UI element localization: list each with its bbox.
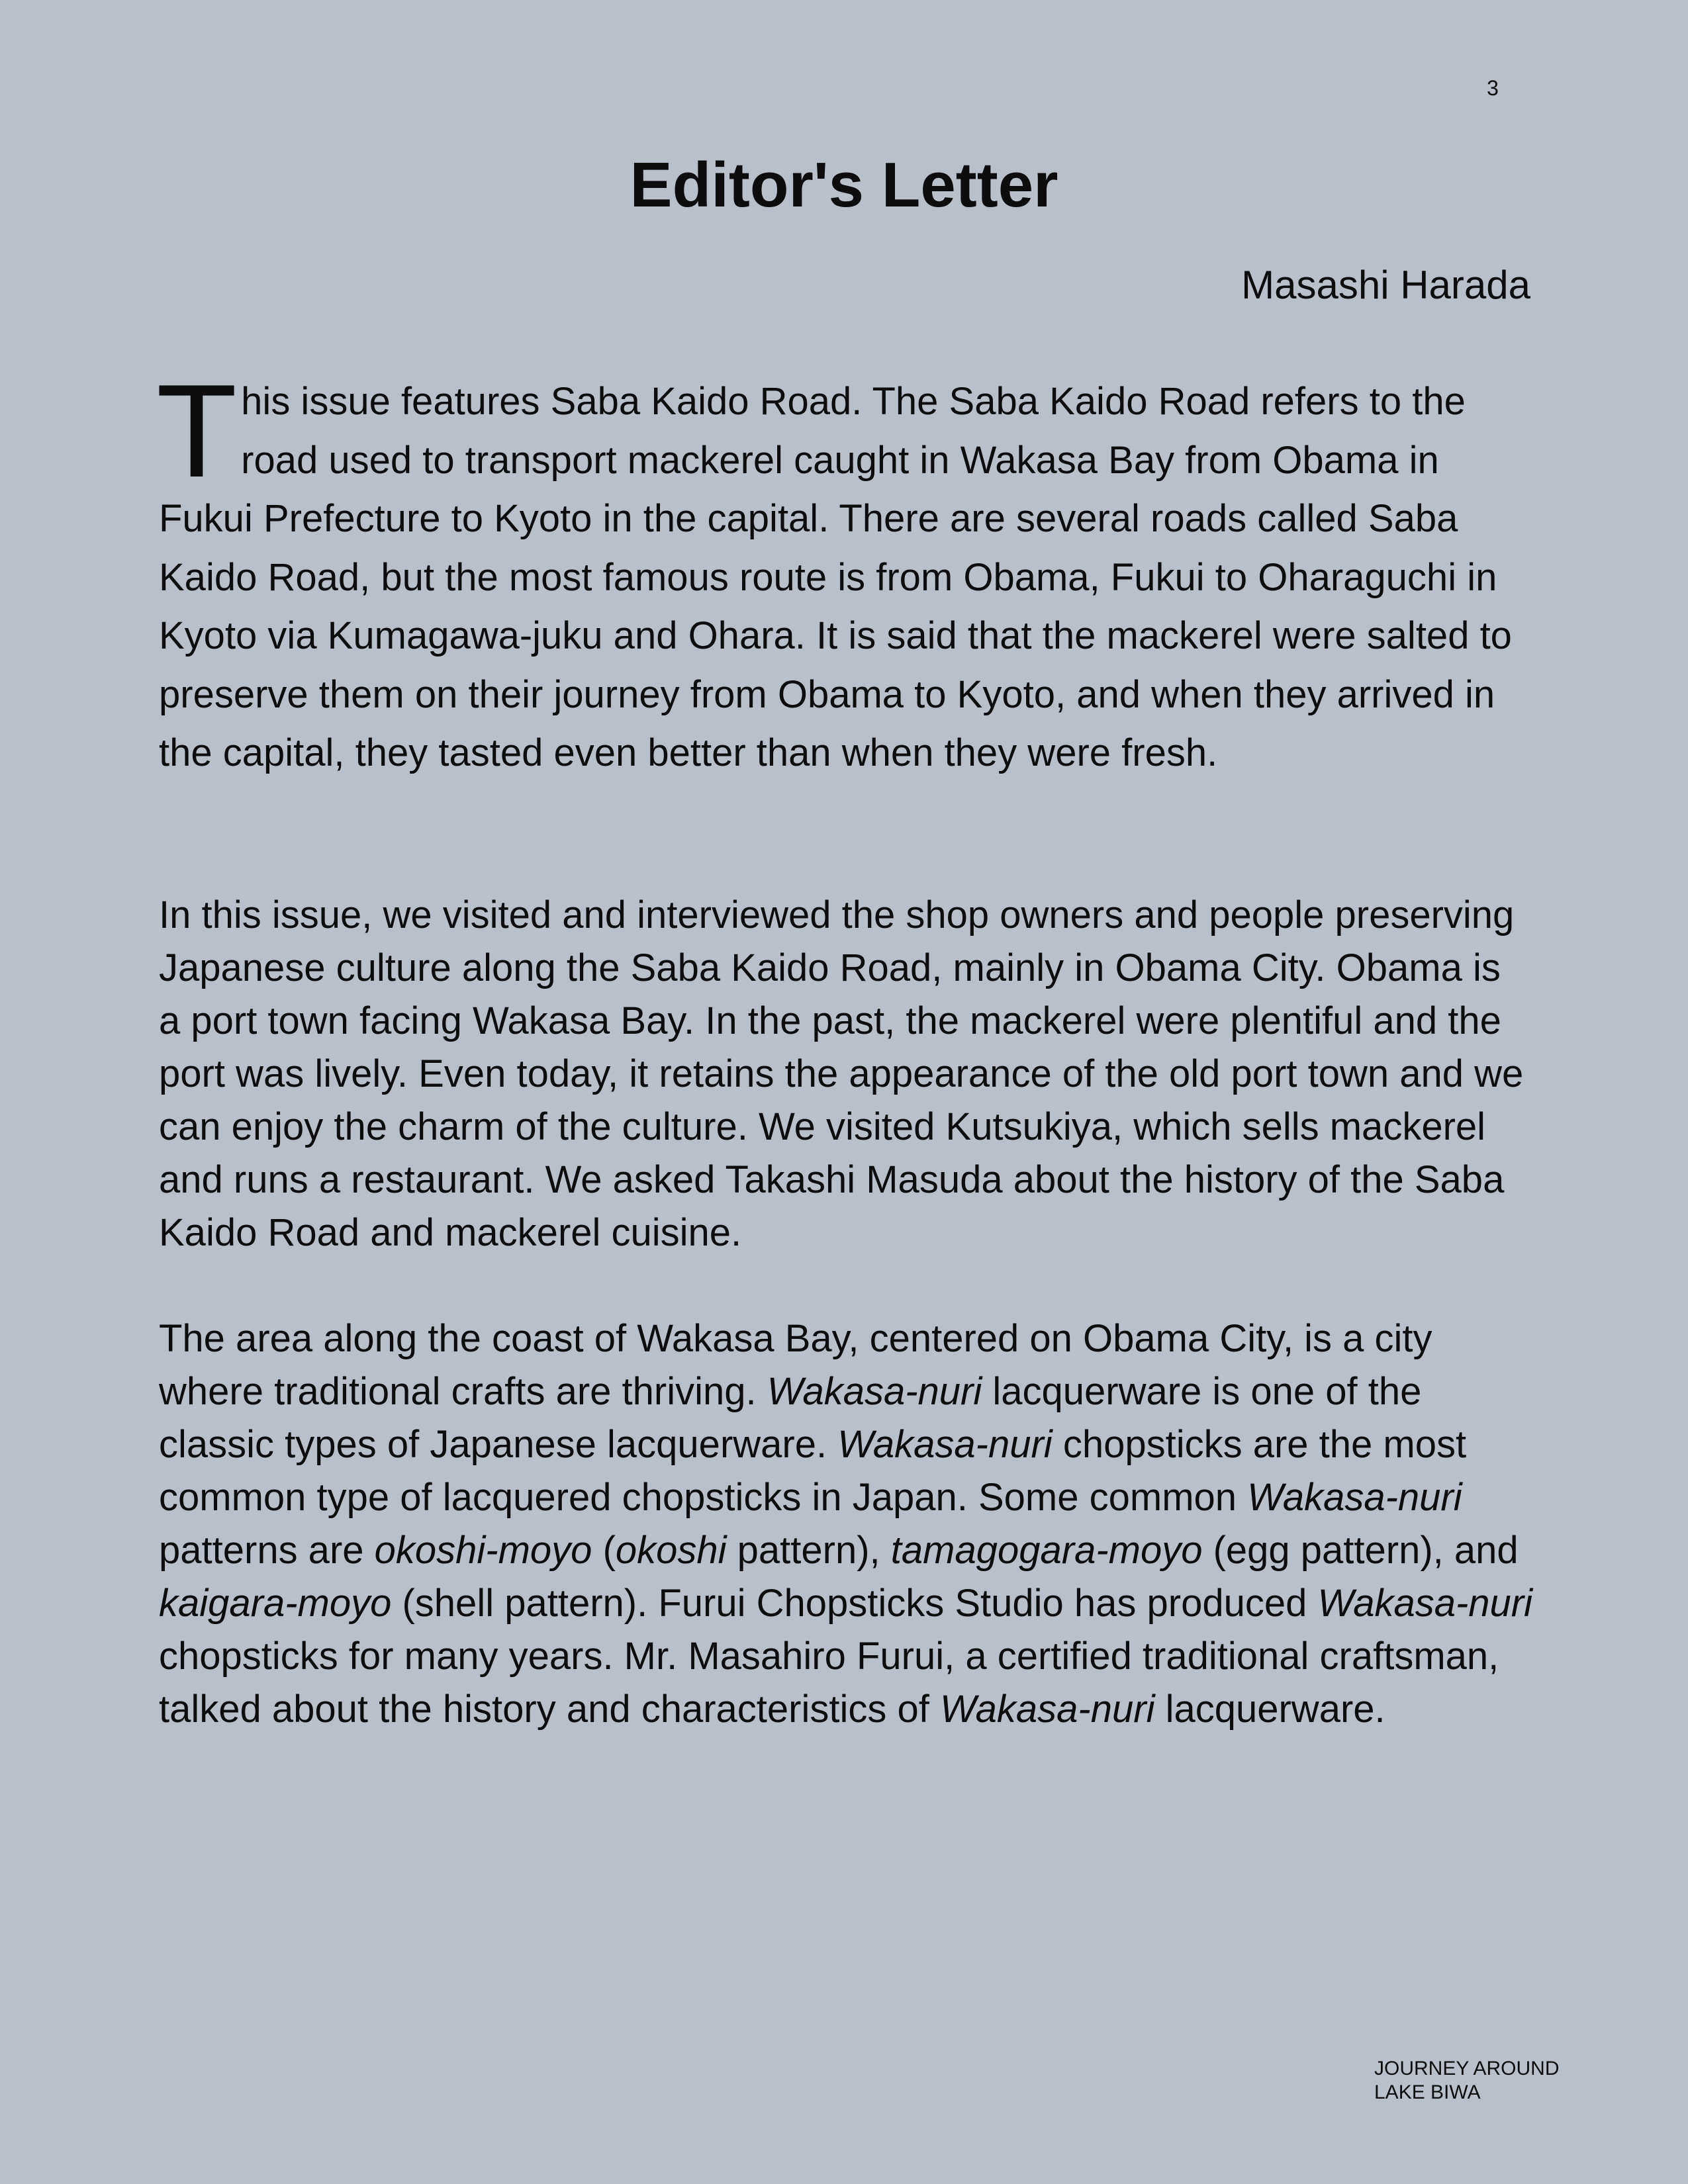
italic-term: tamagogara-moyo bbox=[890, 1529, 1203, 1572]
publication-footer bbox=[1374, 2057, 1586, 2105]
page-title: Editor's Letter bbox=[630, 150, 1058, 220]
drop-cap: T bbox=[156, 357, 238, 505]
author-byline: Masashi Harada bbox=[1241, 263, 1530, 307]
italic-term: okoshi bbox=[615, 1529, 727, 1572]
italic-term: Wakasa-nuri bbox=[837, 1423, 1053, 1466]
paragraph-obama-visit: In this issue, we visited and interviewed the shop owners and people preserving Japanese culture along the Saba Kaido Road, mainly in Obama City. Obama is a port town facing Wakasa Bay. In the past, the mackerel were plentiful and the port was lively. Even today, it retains the appearance of the old port town and we can enjoy the charm of the culture. We visited Kutsukiya, which sells mackerel and runs a restaurant. We asked Takashi Masuda about the history of the Saba Kaido Road and mackerel cuisine. bbox=[159, 893, 1524, 1254]
footer-line: JOURNEY AROUND bbox=[1374, 2058, 1560, 2079]
italic-term: Wakasa-nuri bbox=[1317, 1582, 1533, 1625]
text-segment: lacquerware is one of the classic types of Japanese lacquerware. bbox=[159, 1370, 1422, 1466]
italic-term: Wakasa-nuri bbox=[1247, 1476, 1462, 1519]
footer-line: LAKE BIWA bbox=[1374, 2081, 1481, 2103]
italic-term: Wakasa-nuri bbox=[767, 1370, 982, 1413]
text-segment: chopsticks for many years. Mr. Masahiro Furui, a certified traditional craftsman, talked about the history and characteristics of bbox=[159, 1635, 1499, 1731]
text-segment: (shell pattern). Furui Chopsticks Studio has produced bbox=[391, 1582, 1318, 1625]
text-segment: The area along the coast of Wakasa Bay, centered on Obama City, is a city where traditional crafts are thriving. bbox=[159, 1317, 1432, 1413]
text-segment: lacquerware. bbox=[1154, 1688, 1385, 1731]
paragraph-wakasa-nuri bbox=[159, 1312, 1532, 1736]
paragraph-intro-text: his issue features Saba Kaido Road. The Saba Kaido Road refers to the road used to transport mackerel caught in Wakasa Bay from Obama in Fukui Prefecture to Kyoto in the capital. There are several roads called Saba Kaido Road, but the most famous route is from Obama, Fukui to Oharaguchi in Kyoto via Kumagawa-juku and Ohara. It is said that the mackerel were salted to preserve them on their journey from Obama to Kyoto, and when they arrived in the capital, they tasted even better than when they were fresh. bbox=[159, 380, 1512, 774]
text-segment: (egg pattern), and bbox=[1202, 1529, 1519, 1572]
page-number: 3 bbox=[1487, 76, 1499, 100]
text-segment: chopsticks are the most common type of lacquered chopsticks in Japan. Some common bbox=[159, 1423, 1467, 1519]
italic-term: okoshi-moyo bbox=[374, 1529, 592, 1572]
text-segment: pattern), bbox=[726, 1529, 891, 1572]
text-segment: ( bbox=[592, 1529, 616, 1572]
paragraph-intro bbox=[156, 357, 1532, 783]
italic-term: Wakasa-nuri bbox=[939, 1688, 1155, 1731]
text-segment: patterns are bbox=[159, 1529, 375, 1572]
italic-term: kaigara-moyo bbox=[159, 1582, 392, 1625]
